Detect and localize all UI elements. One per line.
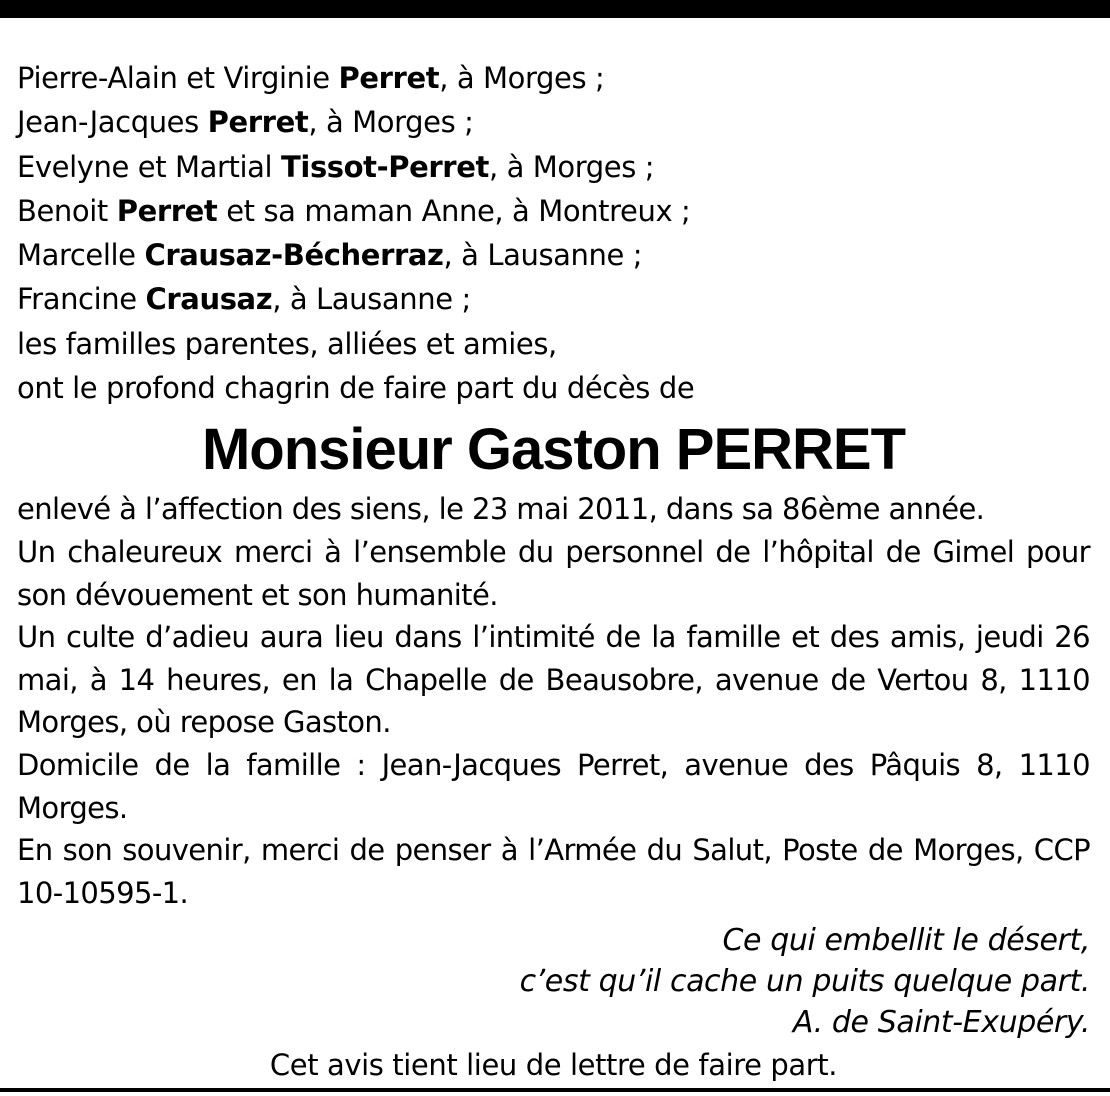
mourner-surname: Perret [338, 61, 440, 95]
bottom-border-rule [0, 1088, 1110, 1092]
quote-block [17, 920, 1090, 1043]
mourner-text: Evelyne et Martial [17, 149, 282, 184]
mourner-surname: Perret [207, 105, 309, 140]
mourner-line [17, 56, 1090, 100]
mourner-text: Jean-Jacques [17, 105, 208, 140]
quote-line: c’est qu’il cache un puits quelque part. [519, 964, 1090, 1000]
thanks-paragraph: Un chaleureux merci à l’ensemble du personnel de l’hôpital de Gimel pour son dévouement et son humanité. [17, 534, 1090, 612]
top-border-rule [0, 0, 1110, 18]
mourner-location: , à Morges ; [308, 105, 474, 140]
mourner-location: , à Morges ; [439, 61, 605, 95]
mourner-text: Benoit [17, 193, 117, 228]
mourner-line [17, 145, 1090, 189]
donation-paragraph: En son souvenir, merci de penser à l’Armée du Salut, Poste de Morges, CCP 10-10595-1. [17, 833, 1090, 910]
death-details-paragraph: enlevé à l’affection des siens, le 23 mai 2011, dans sa 86ème année. [17, 492, 985, 527]
mourner-location: , à Lausanne ; [443, 238, 643, 273]
mourner-text: Pierre-Alain et Virginie [17, 61, 339, 95]
obituary-notice [17, 56, 1090, 1087]
mourner-text: Francine [17, 282, 146, 317]
mourner-surname: Crausaz [145, 282, 273, 317]
quote-author: A. de Saint-Exupéry. [792, 1005, 1090, 1041]
mourner-line [17, 277, 1090, 321]
mourner-text: Marcelle [17, 238, 145, 273]
mourner-location: , à Lausanne ; [272, 282, 471, 317]
mourner-location: et sa maman Anne, à Montreux ; [217, 193, 691, 228]
announcement-line: ont le profond chagrin de faire part du décès de [17, 371, 695, 406]
families-line: les familles parentes, alliées et amies, [17, 326, 557, 361]
mourner-location: , à Morges ; [488, 149, 655, 184]
footer-note: Cet avis tient lieu de lettre de faire part. [269, 1048, 838, 1083]
mourner-line [17, 100, 1090, 144]
quote-line: Ce qui embellit le désert, [722, 923, 1090, 959]
deceased-name: Monsieur Gaston PERRET [201, 417, 906, 483]
family-address-paragraph: Domicile de la famille : Jean-Jacques Perret, avenue des Pâquis 8, 1110 Morges. [17, 747, 1090, 825]
mourner-surname: Tissot-Perret [281, 149, 489, 184]
ceremony-paragraph: Un culte d’adieu aura lieu dans l’intimité de la famille et des amis, jeudi 26 mai, à 14 heures, en la Chapelle de Beausobre, avenue de Vertou 8, 1110 Morges, où repose Gaston. [17, 620, 1090, 740]
mourner-surname: Crausaz-Bécherraz [144, 238, 444, 273]
mourner-line [17, 233, 1090, 277]
mourner-line [17, 189, 1090, 233]
mourner-surname: Perret [116, 193, 218, 228]
